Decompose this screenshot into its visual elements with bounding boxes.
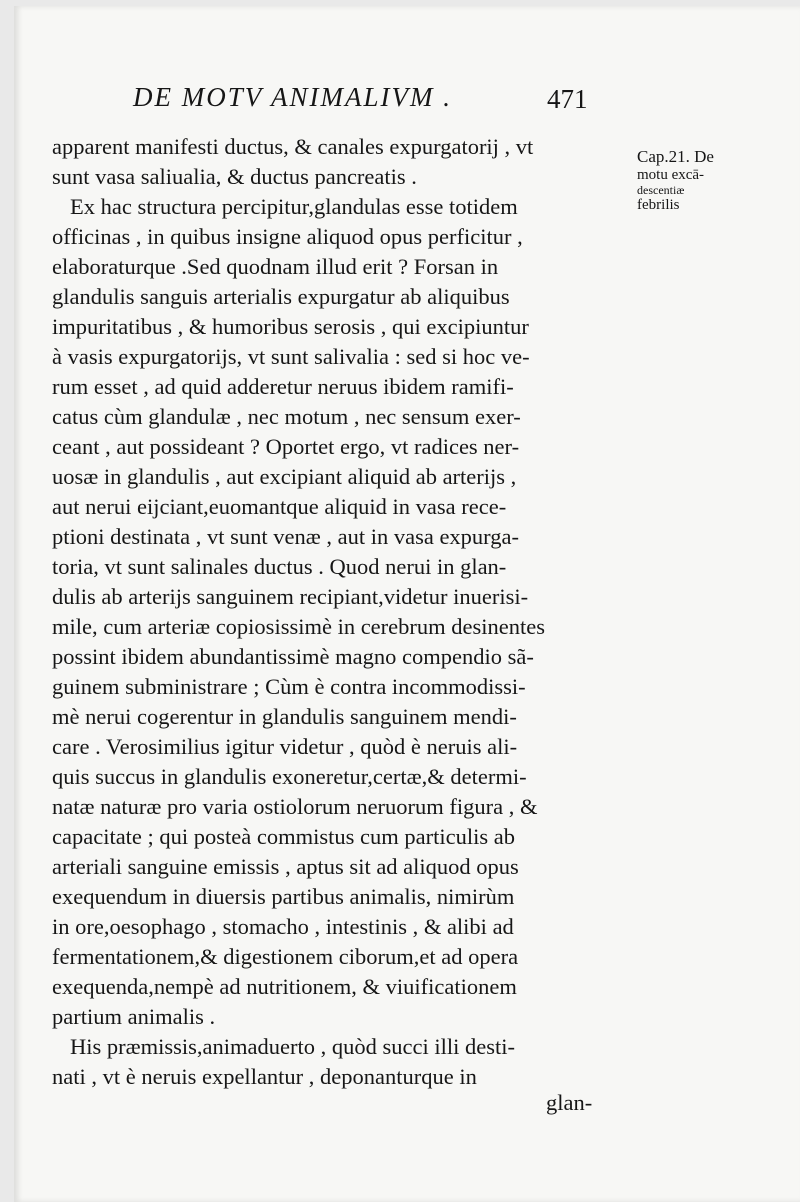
- text-line: sunt vasa saliualia, & ductus pancreatis .: [52, 164, 417, 189]
- text-line: officinas , in quibus insigne aliquod opus perficitur ,: [52, 224, 523, 249]
- text-line: care . Verosimilius igitur videtur , quòd è neruis ali-: [52, 734, 518, 759]
- text-line: rum esset , ad quid adderetur neruus ibidem ramifi-: [52, 374, 514, 399]
- text-line: catus cùm glandulæ , nec motum , nec sensum exer-: [52, 404, 521, 429]
- catchword-area: [546, 1090, 592, 1116]
- text-line: exequendum in diuersis partibus animalis, nimirùm: [52, 884, 515, 909]
- book-page: [14, 6, 800, 1202]
- text-line: arteriali sanguine emissis , aptus sit ad aliquod opus: [52, 854, 519, 879]
- text-line: in ore,oesophago , stomacho , intestinis , & alibi ad: [52, 914, 514, 939]
- text-line: natæ naturæ pro varia ostiolorum neruorum figura , &: [52, 794, 538, 819]
- text-line: His præmissis,animaduerto , quòd succi illi desti-: [70, 1034, 515, 1059]
- text-line: quis succus in glandulis exoneretur,certæ,& determi-: [52, 764, 527, 789]
- catchword: glan-: [546, 1090, 593, 1115]
- text-line: toria, vt sunt salinales ductus . Quod nerui in glan-: [52, 554, 507, 579]
- body-text: [52, 132, 642, 1092]
- text-line: mè nerui cogerentur in glandulis sanguinem mendi-: [52, 704, 517, 729]
- margin-note-line: motu excā-: [637, 167, 705, 183]
- text-line: apparent manifesti ductus, & canales expurgatorij , vt: [52, 134, 534, 159]
- page-header: [14, 82, 800, 122]
- text-line: glandulis sanguis arterialis expurgatur ab aliquibus: [52, 284, 510, 309]
- text-line: Ex hac structura percipitur,glandulas esse totidem: [70, 194, 518, 219]
- text-line: nati , vt è neruis expellantur , deponanturque in: [52, 1064, 477, 1089]
- text-line: dulis ab arterijs sanguinem recipiant,videtur inuerisi-: [52, 584, 529, 609]
- text-line: guinem subministrare ; Cùm è contra incommodissi-: [52, 674, 526, 699]
- page-number: 471: [547, 84, 588, 114]
- text-line: ptioni destinata , vt sunt venæ , aut in vasa expurga-: [52, 524, 519, 549]
- margin-note: [637, 147, 777, 213]
- text-line: impuritatibus , & humoribus serosis , qui excipiuntur: [52, 314, 529, 339]
- text-line: capacitate ; qui posteà commistus cum particulis ab: [52, 824, 515, 849]
- text-line: fermentationem,& digestionem ciborum,et ad opera: [52, 944, 519, 969]
- text-line: à vasis expurgatorijs, vt sunt salivalia : sed si hoc ve-: [52, 344, 530, 369]
- text-line: partium animalis .: [52, 1004, 216, 1029]
- text-line: possint ibidem abundantissimè magno compendio sã-: [52, 644, 534, 669]
- text-line: elaboraturque .Sed quodnam illud erit ? Forsan in: [52, 254, 499, 279]
- text-line: aut nerui eijciant,euomantque aliquid in vasa rece-: [52, 494, 507, 519]
- text-line: mile, cum arteriæ copiosissimè in cerebrum desinentes: [52, 614, 545, 639]
- margin-note-line: febrilis: [637, 197, 680, 213]
- text-line: exequenda,nempè ad nutritionem, & viuificationem: [52, 974, 517, 999]
- margin-note-line: descentiæ: [637, 183, 685, 197]
- text-line: ceant , aut possideant ? Oportet ergo, vt radices ner-: [52, 434, 520, 459]
- text-line: uosæ in glandulis , aut excipiant aliquid ab arterijs ,: [52, 464, 517, 489]
- running-title: DE MOTV ANIMALIVM .: [133, 82, 452, 112]
- margin-note-line: Cap.21. De: [637, 147, 714, 166]
